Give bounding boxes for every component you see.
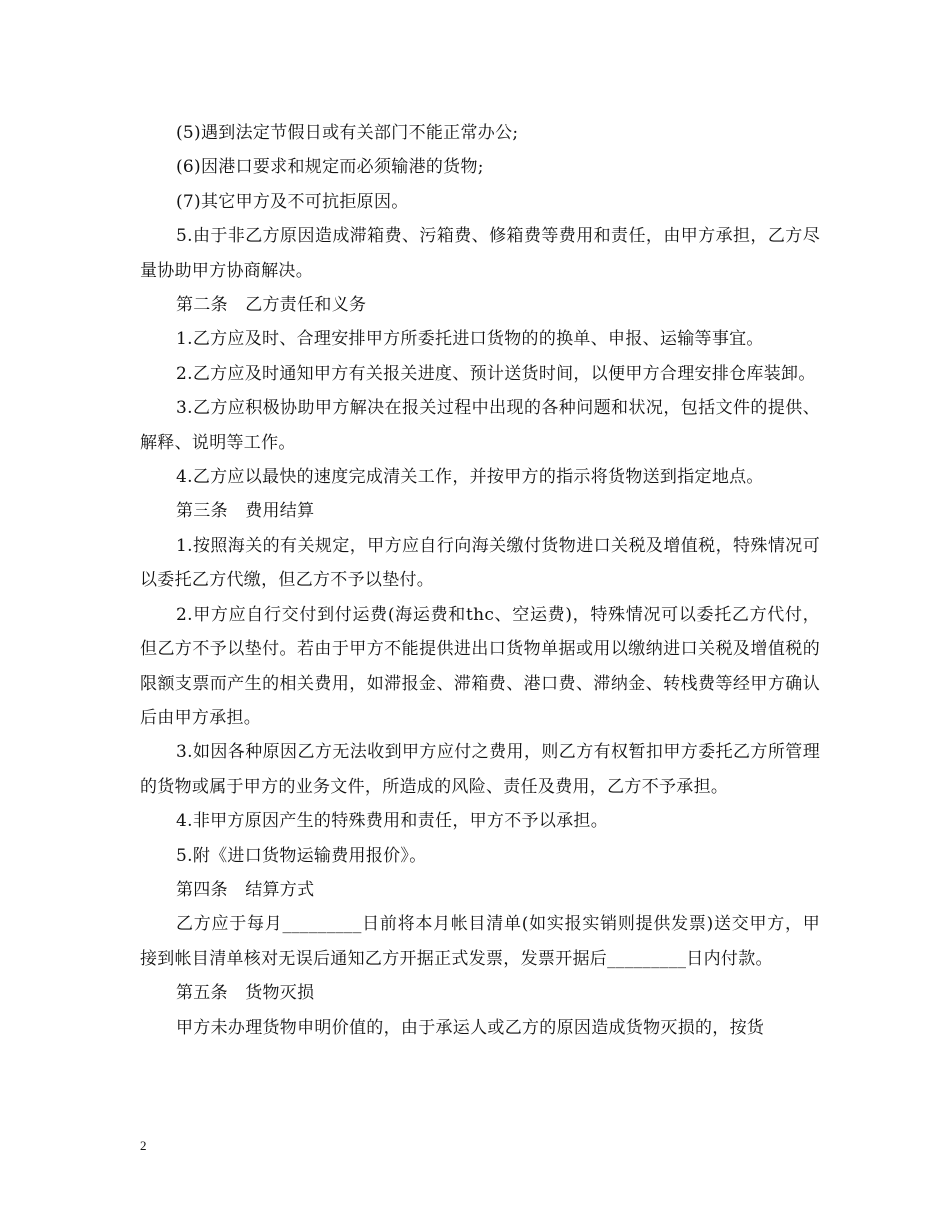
paragraph: 3.乙方应积极协助甲方解决在报关过程中出现的各种问题和状况，包括文件的提供、解释、说明等工作。 bbox=[140, 398, 820, 453]
paragraph: 乙方应于每月_________日前将本月帐目清单(如实报实销则提供发票)送交甲方，甲接到帐目清单核对无误后通知乙方开据正式发票，发票开据后_________日内付款。 bbox=[140, 914, 820, 969]
paragraph: 2.乙方应及时通知甲方有关报关进度、预计送货时间，以便甲方合理安排仓库装卸。 bbox=[176, 363, 816, 384]
paragraph: 甲方未办理货物申明价值的，由于承运人或乙方的原因造成货物灭损的，按货 bbox=[176, 1017, 765, 1038]
paragraph: 5.附《进口货物运输费用报价》。 bbox=[176, 845, 427, 866]
paragraph: 4.非甲方原因产生的特殊费用和责任，甲方不予以承担。 bbox=[176, 811, 609, 832]
section-heading: 第三条 费用结算 bbox=[176, 501, 315, 522]
paragraph: (7)其它甲方及不可抗拒原因。 bbox=[176, 191, 409, 212]
section-heading: 第二条 乙方责任和义务 bbox=[176, 295, 367, 316]
paragraph: 1.按照海关的有关规定，甲方应自行向海关缴付货物进口关税及增值税，特殊情况可以委托乙方代缴，但乙方不予以垫付。 bbox=[140, 535, 820, 591]
paragraph: (6)因港口要求和规定而必须输港的货物; bbox=[176, 157, 484, 178]
paragraph: 4.乙方应以最快的速度完成清关工作，并按甲方的指示将货物送到指定地点。 bbox=[176, 467, 764, 488]
paragraph: (5)遇到法定节假日或有关部门不能正常办公; bbox=[176, 123, 519, 143]
paragraph: 2.甲方应自行交付到付运费(海运费和thc、空运费)，特殊情况可以委托乙方代付，但乙方不予以垫付。若由于甲方不能提供进出口货物单据或用以缴纳进口关税及增值税的限额支票而产生的相关费用，如滞报金、滞箱费、港口费、滞纳金、转栈费等经甲方确认后由甲方承担。 bbox=[140, 604, 820, 728]
paragraph: 5.由于非乙方原因造成滞箱费、污箱费、修箱费等费用和责任，由甲方承担，乙方尽量协助甲方协商解决。 bbox=[140, 226, 820, 281]
paragraph: 1.乙方应及时、合理安排甲方所委托进口货物的的换单、申报、运输等事宜。 bbox=[176, 329, 764, 350]
paragraph: 3.如因各种原因乙方无法收到甲方应付之费用，则乙方有权暂扣甲方委托乙方所管理的货物或属于甲方的业务文件，所造成的风险、责任及费用，乙方不予承担。 bbox=[140, 742, 820, 797]
section-heading: 第四条 结算方式 bbox=[176, 879, 315, 900]
section-heading: 第五条 货物灭损 bbox=[176, 983, 315, 1004]
document-body bbox=[140, 116, 820, 1045]
page-number: 2 bbox=[140, 1138, 147, 1153]
